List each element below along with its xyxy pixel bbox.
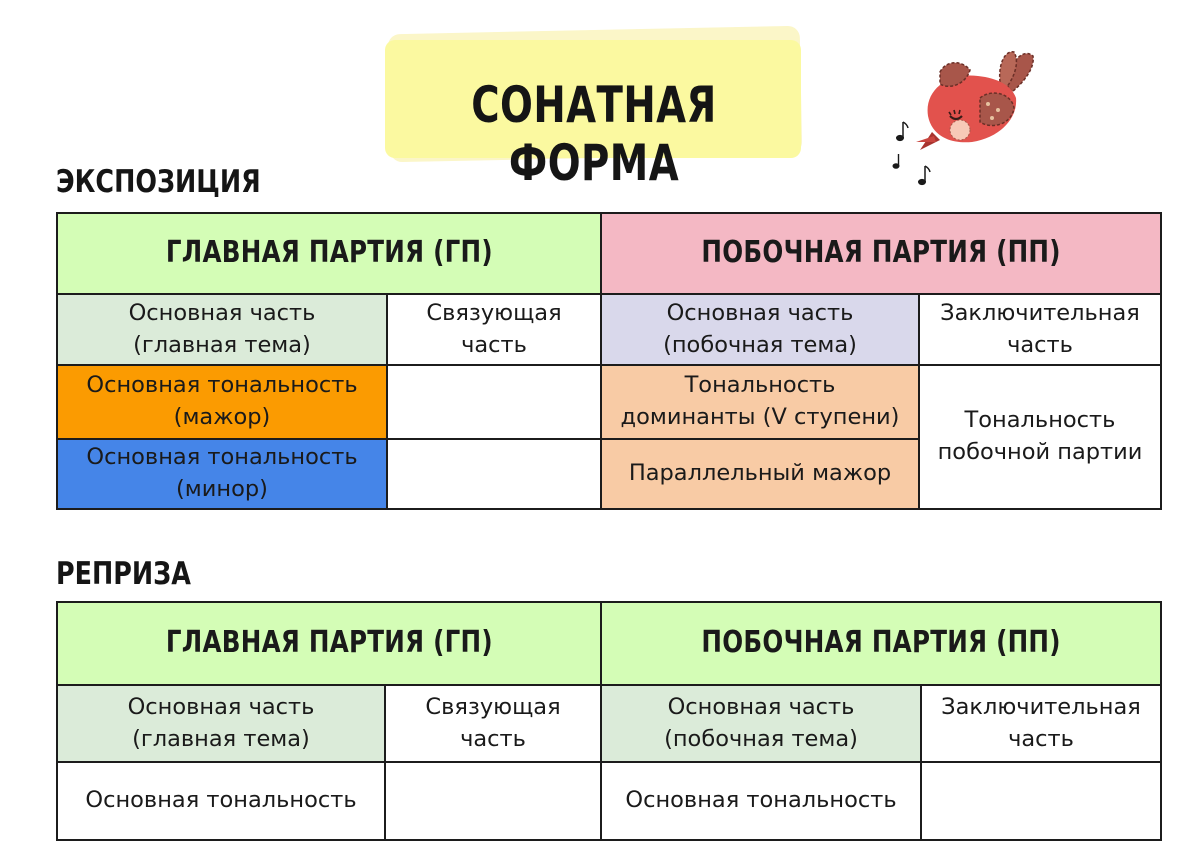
recap-gp-link-part: Связующая часть [384, 684, 602, 763]
exposition-gp-main-part: Основная часть (главная тема) [56, 293, 388, 366]
exposition-pp-key-dominant: Тональность доминанты (V ступени) [600, 364, 920, 440]
exposition-gp-key-minor: Основная тональность (минор) [56, 438, 388, 510]
exposition-label: ЭКСПОЗИЦИЯ [56, 164, 261, 200]
exposition-gp-link-empty-1 [386, 364, 602, 440]
recap-gp-main-part: Основная часть (главная тема) [56, 684, 386, 763]
exposition-pp-main-part: Основная часть (побочная тема) [600, 293, 920, 366]
recap-gp-header: ГЛАВНАЯ ПАРТИЯ (ГП) [56, 601, 602, 686]
title-banner [383, 26, 805, 192]
recap-pp-final-part: Заключительная часть [920, 684, 1162, 763]
exposition-gp-key-major: Основная тональность (мажор) [56, 364, 388, 440]
recap-pp-header: ПОБОЧНАЯ ПАРТИЯ (ПП) [600, 601, 1162, 686]
recap-pp-main-part: Основная часть (побочная тема) [600, 684, 922, 763]
recap-pp-final-empty [920, 761, 1162, 841]
page-title: СОНАТНАЯ ФОРМА [471, 76, 717, 192]
recapitulation-label: РЕПРИЗА [56, 556, 191, 592]
recap-pp-key: Основная тональность [600, 761, 922, 841]
exposition-pp-key-parallel: Параллельный мажор [600, 438, 920, 510]
exposition-pp-final-part: Заключительная часть [918, 293, 1162, 366]
exposition-pp-final-key: Тональность побочной партии [918, 364, 1162, 510]
exposition-pp-header: ПОБОЧНАЯ ПАРТИЯ (ПП) [600, 212, 1162, 295]
recap-gp-key: Основная тональность [56, 761, 386, 841]
exposition-gp-link-empty-2 [386, 438, 602, 510]
singing-bird-icon [888, 38, 1038, 190]
recap-gp-link-empty [384, 761, 602, 841]
exposition-gp-header: ГЛАВНАЯ ПАРТИЯ (ГП) [56, 212, 602, 295]
exposition-gp-link-part: Связующая часть [386, 293, 602, 366]
